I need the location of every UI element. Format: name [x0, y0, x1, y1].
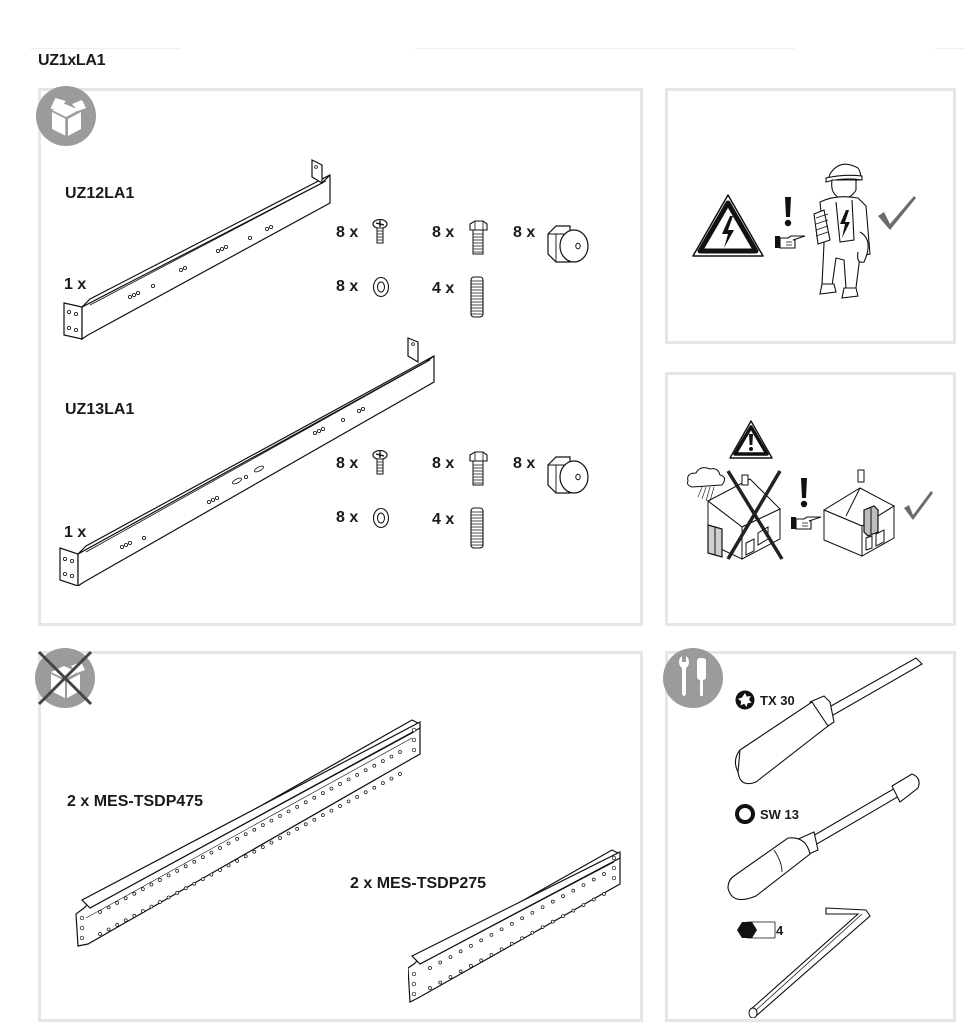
socket-driver-drawing: [726, 770, 926, 906]
pan-head-screw-icon: [371, 219, 389, 245]
high-voltage-warning-icon: [690, 192, 766, 260]
hex-key-drawing: [748, 906, 872, 1018]
pointing-hand-icon: [774, 233, 806, 251]
box-crossed-icon: [35, 648, 95, 708]
exclamation-icon: [782, 196, 794, 228]
indoor-house-icon: [822, 468, 904, 558]
exclamation-icon: [798, 477, 810, 509]
torx-screwdriver-drawing: [730, 656, 926, 786]
document-title: UZ1xLA1: [38, 52, 106, 69]
part-label-uz12la1: UZ12LA1: [65, 185, 135, 202]
hardware-qty-screw: 8 x: [336, 455, 359, 472]
part-qty-uz13la1: 1 x: [64, 524, 87, 541]
warning-triangle-icon: [728, 419, 774, 461]
washer-icon: [372, 507, 390, 529]
checkmark-icon: [902, 488, 934, 522]
hardware-qty-bolt: 8 x: [432, 224, 455, 241]
hardware-qty-stud: 4 x: [432, 511, 455, 528]
tool-hexkey-label: 4: [776, 922, 784, 938]
part-qty-uz12la1: 1 x: [64, 276, 87, 293]
tool-socket-label: SW 13: [760, 806, 800, 822]
pointing-hand-icon: [790, 514, 822, 532]
hardware-qty-bolt: 8 x: [432, 455, 455, 472]
part-label-uz13la1: UZ13LA1: [65, 401, 135, 418]
hardware-qty-washer: 8 x: [336, 278, 359, 295]
hardware-qty-screw: 8 x: [336, 224, 359, 241]
hardware-qty-gland: 8 x: [513, 455, 536, 472]
accessory-label-mes-tsdp475: 2 x MES-TSDP475: [67, 793, 204, 810]
hex-bolt-icon: [467, 451, 489, 487]
tool-torx-label: TX 30: [760, 692, 795, 708]
washer-icon: [372, 276, 390, 298]
mounting-rail-mes-tsdp275-drawing: [408, 846, 624, 1006]
hardware-qty-washer: 8 x: [336, 509, 359, 526]
cable-gland-icon: [544, 222, 590, 266]
open-box-icon: [36, 86, 96, 146]
pan-head-screw-icon: [371, 450, 389, 476]
threaded-stud-icon: [469, 275, 485, 319]
accessory-label-mes-tsdp275: 2 x MES-TSDP275: [350, 875, 487, 892]
electrician-figure-icon: [808, 158, 878, 300]
hex-bolt-icon: [467, 220, 489, 256]
wrench-screwdriver-icon: [663, 648, 723, 708]
threaded-stud-icon: [469, 506, 485, 550]
header-rule: [415, 48, 795, 49]
header-rule: [30, 48, 180, 49]
header-rule: [935, 48, 965, 49]
cable-gland-icon: [544, 453, 590, 497]
hardware-qty-stud: 4 x: [432, 280, 455, 297]
checkmark-icon: [876, 192, 918, 232]
hardware-qty-gland: 8 x: [513, 224, 536, 241]
mounting-rail-mes-tsdp475-drawing: [74, 714, 436, 958]
rail-uz12la1-drawing: [60, 155, 340, 340]
outdoor-house-crossed-icon: [684, 465, 796, 561]
